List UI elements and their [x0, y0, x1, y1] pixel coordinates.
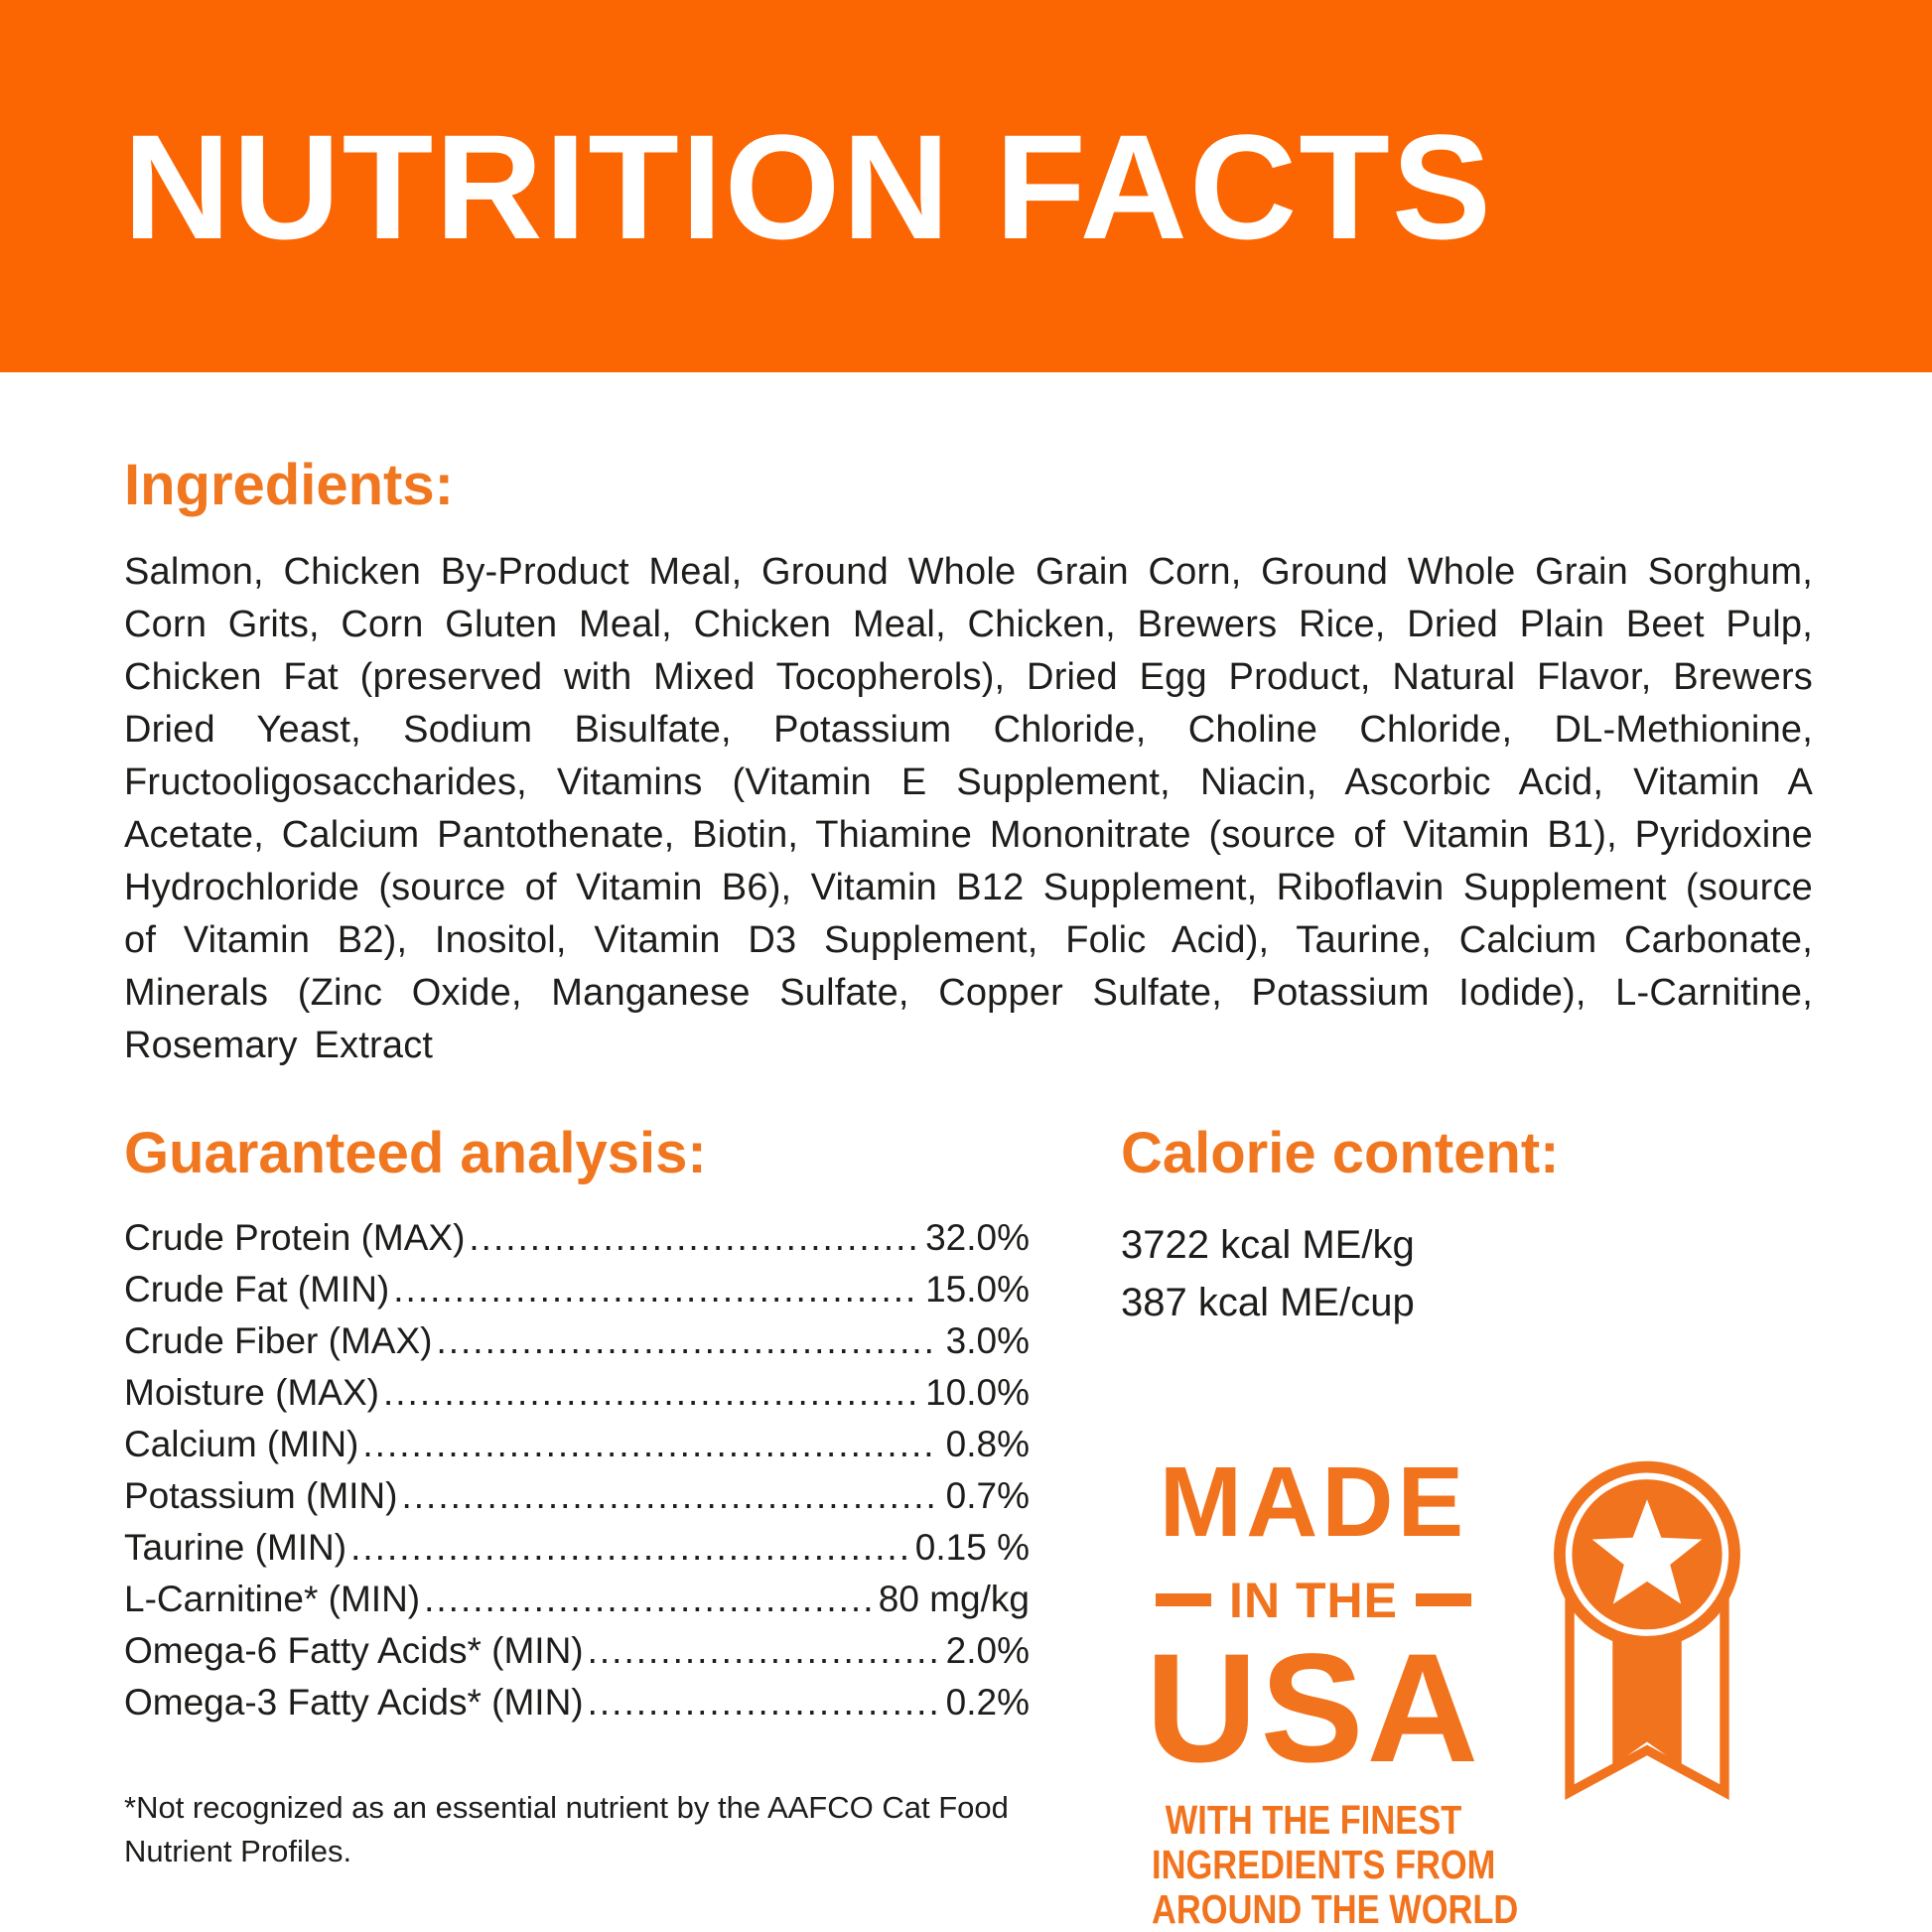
- row-label: Taurine (MIN): [124, 1526, 347, 1568]
- row-label: Calcium (MIN): [124, 1423, 359, 1464]
- tagline-line: AROUND THE WORLD: [1152, 1885, 1519, 1932]
- dot-leader: [393, 1264, 917, 1315]
- label-body: [0, 453, 1932, 1932]
- dot-leader: [588, 1625, 938, 1677]
- row-label: Moisture (MAX): [124, 1371, 379, 1413]
- dash-right: [1416, 1593, 1471, 1606]
- dot-leader: [588, 1677, 938, 1728]
- row-label: Potassium (MIN): [124, 1474, 398, 1516]
- row-value: 0.2%: [945, 1681, 1030, 1723]
- calorie-content-section: [1121, 1120, 1813, 1932]
- table-row: [124, 1315, 1030, 1367]
- made-in-usa-badge: [1121, 1446, 1813, 1932]
- row-label: Crude Fiber (MAX): [124, 1319, 433, 1361]
- table-row: [124, 1625, 1030, 1677]
- table-row: [124, 1212, 1030, 1264]
- row-value: 2.0%: [945, 1629, 1030, 1671]
- row-label: Crude Protein (MAX): [124, 1216, 466, 1258]
- ingredients-heading: Ingredients:: [124, 453, 454, 517]
- row-value: 32.0%: [925, 1216, 1030, 1258]
- ingredients-text: Salmon, Chicken By-Product Meal, Ground Whole Grain Corn, Ground Whole Grain Sorghum, Corn Grits, Corn Gluten Meal, Chicken Meal, Chicken, Brewers Rice, Dried Plain Beet Pulp, Chicken Fat (preserved with Mixed Tocopherols), Dried Egg Product, Natural Flavor, Brewers Dried Yeast, Sodium Bisulfate, Potassium Chloride, Choline Chloride, DL-Methionine, Fructooligosaccharides, Vitamins (Vitamin E Supplement, Niacin, Ascorbic Acid, Vitamin A Acetate, Calcium Pantothenate, Biotin, Thiamine Mononitrate (source of Vitamin B1), Pyridoxine Hydrochloride (source of Vitamin B6), Vitamin B12 Supplement, Riboflavin Supplement (source of Vitamin B2), Inositol, Vitamin D3 Supplement, Folic Acid), Taurine, Calcium Carbonate, Minerals (Zinc Oxide, Manganese Sulfate, Copper Sulfate, Potassium Iodide), L-Carnitine, Rosemary Extract: [124, 550, 1813, 1066]
- row-value: 80 mg/kg: [878, 1578, 1030, 1619]
- row-value: 10.0%: [925, 1371, 1030, 1413]
- made-label: MADE: [1159, 1446, 1468, 1558]
- made-in-usa-text: [1121, 1446, 1519, 1932]
- medal-ribbon-star-icon: [1540, 1456, 1754, 1811]
- calorie-per-cup: 387 kcal ME/cup: [1121, 1280, 1415, 1324]
- table-row: [124, 1677, 1030, 1728]
- row-label: L-Carnitine* (MIN): [124, 1578, 421, 1619]
- guaranteed-analysis-table: [124, 1212, 1030, 1728]
- row-value: 15.0%: [925, 1268, 1030, 1310]
- dot-leader: [469, 1212, 917, 1264]
- calorie-values: [1121, 1216, 1813, 1331]
- table-row: [124, 1264, 1030, 1315]
- in-the-label: IN THE: [1229, 1572, 1398, 1628]
- header-banner: [0, 0, 1932, 372]
- dash-left: [1156, 1593, 1211, 1606]
- row-value: 3.0%: [945, 1319, 1030, 1361]
- dot-leader: [383, 1367, 917, 1419]
- guaranteed-analysis-heading: Guaranteed analysis:: [124, 1120, 707, 1185]
- guaranteed-analysis-section: [124, 1120, 1030, 1904]
- row-label: Omega-3 Fatty Acids* (MIN): [124, 1681, 584, 1723]
- row-value: 0.7%: [945, 1474, 1030, 1516]
- table-row: [124, 1419, 1030, 1470]
- dot-leader: [350, 1522, 907, 1574]
- table-row: [124, 1574, 1030, 1625]
- table-row: [124, 1522, 1030, 1574]
- tagline-line: WITH THE FINEST: [1165, 1796, 1462, 1843]
- dot-leader: [424, 1574, 871, 1625]
- table-row: [124, 1367, 1030, 1419]
- row-label: Omega-6 Fatty Acids* (MIN): [124, 1629, 584, 1671]
- table-row: [124, 1470, 1030, 1522]
- row-label: Crude Fat (MIN): [124, 1268, 390, 1310]
- dot-leader: [362, 1419, 937, 1470]
- dot-leader: [401, 1470, 937, 1522]
- row-value: 0.15 %: [914, 1526, 1030, 1568]
- usa-tagline: [1152, 1796, 1519, 1932]
- tagline-line: INGREDIENTS FROM: [1152, 1841, 1496, 1887]
- page-title: NUTRITION FACTS: [123, 102, 1493, 270]
- row-value: 0.8%: [945, 1423, 1030, 1464]
- calorie-per-kg: 3722 kcal ME/kg: [1121, 1222, 1415, 1267]
- aafco-footnote: *Not recognized as an essential nutrient by the AAFCO Cat Food Nutrient Profiles.: [124, 1789, 1009, 1868]
- usa-label: USA: [1145, 1621, 1482, 1795]
- calorie-content-heading: Calorie content:: [1121, 1120, 1560, 1185]
- dot-leader: [436, 1315, 937, 1367]
- in-the-label-row: [1121, 1572, 1506, 1628]
- analysis-columns: [124, 1120, 1813, 1932]
